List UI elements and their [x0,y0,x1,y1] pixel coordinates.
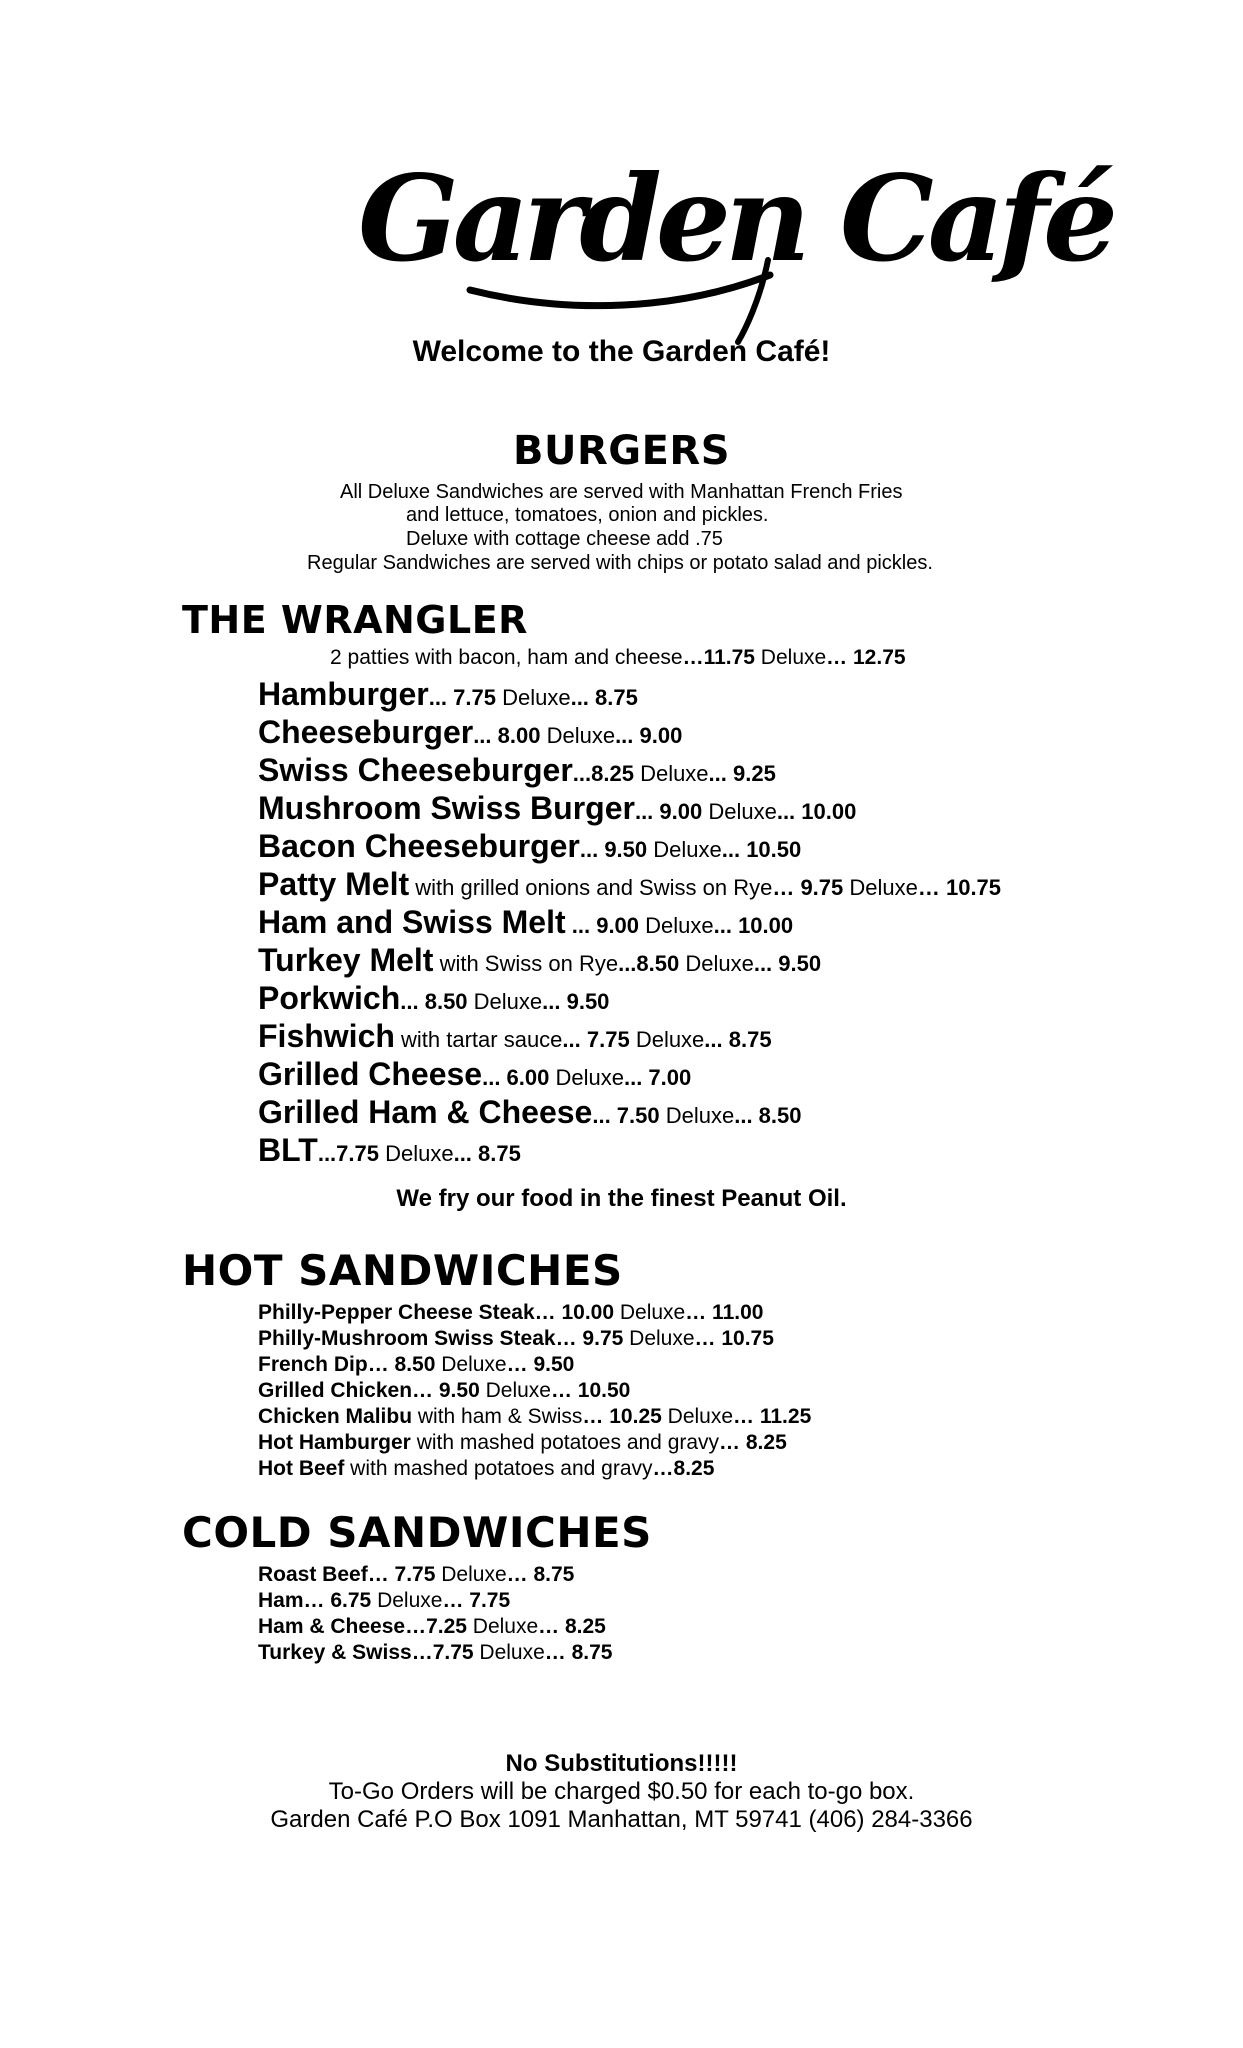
menu-item-roast-beef: Roast Beef… 7.75 Deluxe… 8.75 [258,1563,575,1586]
garden-cafe-logo [350,110,1113,350]
menu-item-mushroom-swiss-burger: Mushroom Swiss Burger... 9.00 Deluxe... 10.00 [258,790,857,826]
menu-item-bacon-cheeseburger: Bacon Cheeseburger... 9.50 Deluxe... 10.50 [258,828,802,864]
menu-item-fishwich: Fishwich with tartar sauce... 7.75 Deluxe... 8.75 [258,1018,772,1054]
menu-item-chicken-malibu: Chicken Malibu with ham & Swiss… 10.25 Deluxe… 11.25 [258,1405,812,1428]
burgers-note-1: All Deluxe Sandwiches are served with Manhattan French Fries [340,481,903,503]
menu-item-ham: Ham… 6.75 Deluxe… 7.75 [258,1589,511,1612]
menu-item-grilled-chicken: Grilled Chicken… 9.50 Deluxe… 10.50 [258,1379,631,1402]
menu-item-ham-and-cheese: Ham & Cheese…7.25 Deluxe… 8.25 [258,1615,606,1638]
menu-item-philly-pepper-cheese-steak: Philly-Pepper Cheese Steak… 10.00 Deluxe… 11.00 [258,1301,764,1324]
no-substitutions-note: No Substitutions!!!!! [505,1750,738,1777]
burgers-note-2: and lettuce, tomatoes, onion and pickles. [406,504,769,526]
menu-item-blt: BLT...7.75 Deluxe... 8.75 [258,1132,521,1168]
menu-item-swiss-cheeseburger: Swiss Cheeseburger...8.25 Deluxe... 9.25 [258,752,776,788]
burgers-note-3: Deluxe with cottage cheese add .75 [406,528,723,550]
menu-item-turkey-melt: Turkey Melt with Swiss on Rye...8.50 Deluxe... 9.50 [258,942,822,978]
welcome-heading: Welcome to the Garden Café! [412,335,831,368]
menu-item-hamburger: Hamburger... 7.75 Deluxe... 8.75 [258,676,638,712]
to-go-charge-note: To-Go Orders will be charged $0.50 for each to-go box. [328,1778,915,1805]
logo-text: Garden Café [358,149,1113,288]
burgers-note-4: Regular Sandwiches are served with chips or potato salad and pickles. [307,552,933,574]
menu-item-hot-beef: Hot Beef with mashed potatoes and gravy…8.25 [258,1457,715,1480]
menu-item-porkwich: Porkwich... 8.50 Deluxe... 9.50 [258,980,610,1016]
menu-item-ham-and-swiss-melt: Ham and Swiss Melt ... 9.00 Deluxe... 10.00 [258,904,794,940]
wrangler-title: THE WRANGLER [182,598,528,642]
menu-item-hot-hamburger: Hot Hamburger with mashed potatoes and gravy… 8.25 [258,1431,787,1454]
menu-item-grilled-cheese: Grilled Cheese... 6.00 Deluxe... 7.00 [258,1056,692,1092]
burgers-title: BURGERS [512,428,731,474]
wrangler-description: 2 patties with bacon, ham and cheese…11.75 Deluxe… 12.75 [330,646,906,669]
menu-item-philly-mushroom-swiss-steak: Philly-Mushroom Swiss Steak… 9.75 Deluxe… 10.75 [258,1327,774,1350]
peanut-oil-note: We fry our food in the finest Peanut Oil. [396,1185,847,1212]
contact-address: Garden Café P.O Box 1091 Manhattan, MT 59741 (406) 284-3366 [270,1806,973,1833]
menu-item-turkey-and-swiss: Turkey & Swiss…7.75 Deluxe… 8.75 [258,1641,613,1664]
menu-item-french-dip: French Dip… 8.50 Deluxe… 9.50 [258,1353,575,1376]
cold-sandwiches-title: COLD SANDWICHES [182,1508,652,1557]
menu-item-grilled-ham-and-cheese: Grilled Ham & Cheese... 7.50 Deluxe... 8.50 [258,1094,802,1130]
hot-sandwiches-title: HOT SANDWICHES [182,1246,623,1295]
menu-item-cheeseburger: Cheeseburger... 8.00 Deluxe... 9.00 [258,714,683,750]
menu-item-patty-melt: Patty Melt with grilled onions and Swiss on Rye… 9.75 Deluxe… 10.75 [258,866,1002,902]
